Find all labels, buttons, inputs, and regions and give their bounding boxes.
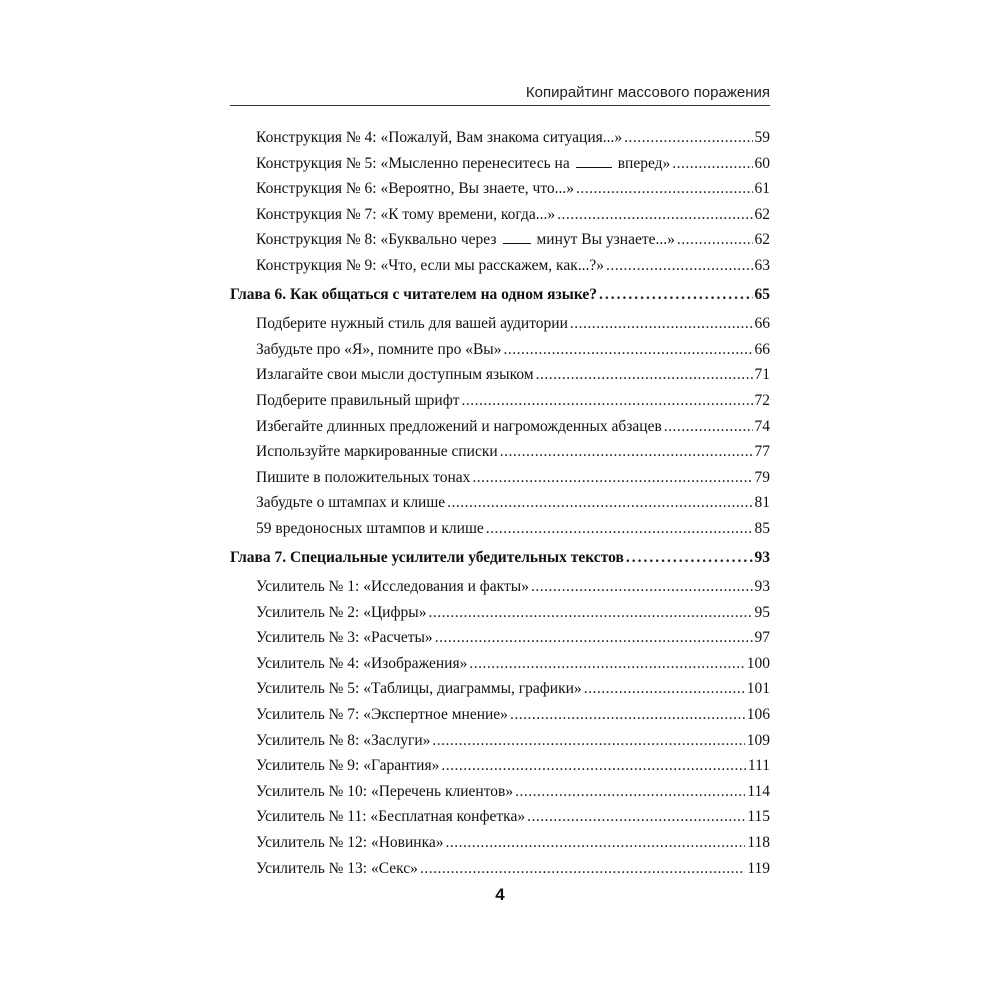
toc-entry-page: 111 — [747, 757, 770, 775]
dot-leader — [606, 253, 753, 279]
toc-entry-title: Подберите нужный стиль для вашей аудитории — [256, 315, 568, 333]
toc-entry-page: 71 — [754, 366, 770, 384]
dot-leader — [531, 574, 753, 600]
toc-entry-title: Усилитель № 1: «Исследования и факты» — [256, 578, 529, 596]
toc-entry-page: 95 — [754, 603, 770, 621]
toc-entry-title: Усилитель № 3: «Расчеты» — [256, 629, 433, 647]
toc-entry-title: Усилитель № 11: «Бесплатная конфетка» — [256, 808, 526, 826]
toc-entry — [230, 779, 770, 805]
toc-entry-page: 100 — [746, 654, 770, 672]
toc-entry-title: Конструкция № 6: «Вероятно, Вы знаете, что...» — [256, 180, 575, 198]
toc-entry-page: 60 — [754, 154, 770, 172]
dot-leader — [570, 311, 753, 337]
toc-entry — [230, 227, 770, 253]
toc-entry-page: 72 — [754, 391, 770, 409]
toc-entry-page: 63 — [754, 256, 770, 274]
chapter-title: Глава 6. Как общаться с читателем на одном языке? — [230, 285, 598, 303]
running-title: Копирайтинг массового поражения — [525, 84, 770, 101]
fill-in-blank — [503, 229, 531, 244]
toc-entry-title: Усилитель № 8: «Заслуги» — [256, 731, 431, 749]
toc-chapter-6 — [230, 282, 770, 308]
toc-entry-page: 66 — [754, 315, 770, 333]
toc-entry — [230, 625, 770, 651]
toc-entry-title: Усилитель № 4: «Изображения» — [256, 654, 468, 672]
toc-entry-title: Усилитель № 5: «Таблицы, диаграммы, графики» — [256, 680, 582, 698]
dot-leader — [557, 202, 752, 228]
toc-entry — [230, 125, 770, 151]
toc-entry-title — [256, 151, 670, 177]
chapter-page: 93 — [754, 548, 770, 566]
toc-entry-title: Подберите правильный шрифт — [256, 391, 460, 409]
dot-leader — [441, 753, 746, 779]
toc-entry-page: 118 — [747, 834, 770, 852]
toc-entry-title: Конструкция № 9: «Что, если мы расскажем, как...?» — [256, 256, 604, 274]
toc-entry-title-part: минут Вы узнаете...» — [536, 231, 675, 249]
toc-entry — [230, 516, 770, 542]
dot-leader — [503, 337, 752, 363]
toc-entry-page: 61 — [754, 180, 770, 198]
toc-entry-title — [256, 227, 675, 253]
toc-entry-title: Пишите в положительных тонах — [256, 468, 471, 486]
toc-entry-page: 77 — [754, 443, 770, 461]
toc-entry — [230, 311, 770, 337]
toc-entry — [230, 253, 770, 279]
toc-entry-title-part: Конструкция № 5: «Мысленно перенеситесь на — [256, 154, 570, 172]
toc-entry — [230, 651, 770, 677]
toc-entry-title: Усилитель № 7: «Экспертное мнение» — [256, 706, 508, 724]
dot-leader — [462, 388, 753, 414]
dot-leader — [672, 151, 752, 177]
toc-entry — [230, 151, 770, 177]
dot-leader — [428, 600, 752, 626]
toc-entry-title-part: вперед» — [617, 154, 671, 172]
dot-leader — [664, 414, 753, 440]
toc-entry — [230, 388, 770, 414]
toc-entry-title: Конструкция № 4: «Пожалуй, Вам знакома ситуация...» — [256, 129, 623, 146]
toc-entry-page: 114 — [747, 782, 770, 800]
toc-entry — [230, 753, 770, 779]
toc-entry — [230, 202, 770, 228]
dot-leader — [599, 282, 752, 308]
toc-entry — [230, 856, 770, 882]
chapter-title: Глава 7. Специальные усилители убедительных текстов — [230, 548, 624, 566]
toc-entry-title: Усилитель № 12: «Новинка» — [256, 834, 444, 852]
toc-entry-title: Излагайте свои мысли доступным языком — [256, 366, 534, 384]
dot-leader — [626, 545, 753, 571]
toc-entry — [230, 804, 770, 830]
table-of-contents — [230, 125, 770, 881]
toc-chapter-7 — [230, 545, 770, 571]
toc-entry-title: Забудьте про «Я», помните про «Вы» — [256, 340, 502, 358]
dot-leader — [510, 702, 745, 728]
dot-leader — [677, 227, 753, 253]
toc-entry — [230, 728, 770, 754]
toc-entry-page: 62 — [754, 231, 770, 249]
toc-entry — [230, 676, 770, 702]
toc-entry-page: 81 — [754, 494, 770, 512]
toc-entry-page: 93 — [754, 578, 770, 596]
toc-entry — [230, 337, 770, 363]
toc-entry-title: Забудьте о штампах и клише — [256, 494, 446, 512]
dot-leader — [446, 830, 746, 856]
toc-entry-title: Используйте маркированные списки — [256, 443, 498, 461]
dot-leader — [576, 176, 752, 202]
toc-entry — [230, 574, 770, 600]
dot-leader — [447, 490, 752, 516]
dot-leader — [432, 728, 744, 754]
toc-entry-title: Усилитель № 9: «Гарантия» — [256, 757, 440, 775]
dot-leader — [469, 651, 744, 677]
toc-entry-title: 59 вредоносных штампов и клише — [256, 519, 484, 537]
toc-entry-title: Усилитель № 2: «Цифры» — [256, 603, 427, 621]
toc-entry — [230, 176, 770, 202]
toc-entry — [230, 490, 770, 516]
toc-entry-page: 59 — [754, 129, 770, 146]
toc-entry-page: 119 — [747, 859, 770, 877]
dot-leader — [420, 856, 745, 882]
toc-entry-page: 85 — [754, 519, 770, 537]
header-rule — [230, 105, 770, 106]
toc-entry-page: 62 — [754, 205, 770, 223]
dot-leader — [536, 362, 753, 388]
toc-entry-title-part: Конструкция № 8: «Буквально через — [256, 231, 497, 249]
toc-entry-title: Конструкция № 7: «К тому времени, когда...» — [256, 205, 556, 223]
dot-leader — [500, 439, 753, 465]
toc-entry — [230, 414, 770, 440]
toc-entry-page: 101 — [746, 680, 770, 698]
chapter-page: 65 — [754, 285, 770, 303]
toc-entry-page: 109 — [746, 731, 770, 749]
dot-leader — [472, 465, 752, 491]
toc-entry-page: 97 — [754, 629, 770, 647]
toc-entry — [230, 702, 770, 728]
dot-leader — [435, 625, 753, 651]
dot-leader — [515, 779, 745, 805]
toc-entry-title: Усилитель № 13: «Секс» — [256, 859, 418, 877]
toc-entry-page: 79 — [754, 468, 770, 486]
toc-entry — [230, 362, 770, 388]
toc-entry — [230, 439, 770, 465]
toc-entry-title: Усилитель № 10: «Перечень клиентов» — [256, 782, 514, 800]
toc-entry — [230, 600, 770, 626]
dot-leader — [584, 676, 745, 702]
toc-entry-page: 66 — [754, 340, 770, 358]
toc-entry — [230, 465, 770, 491]
toc-entry-page: 74 — [754, 417, 770, 435]
toc-entry-page: 106 — [746, 706, 770, 724]
toc-entry-title: Избегайте длинных предложений и нагроможденных абзацев — [256, 417, 662, 435]
toc-entry — [230, 830, 770, 856]
page-number: 4 — [495, 885, 505, 904]
dot-leader — [486, 516, 753, 542]
dot-leader — [527, 804, 745, 830]
toc-entry-page: 115 — [747, 808, 770, 826]
fill-in-blank — [576, 153, 612, 168]
dot-leader — [624, 125, 752, 151]
